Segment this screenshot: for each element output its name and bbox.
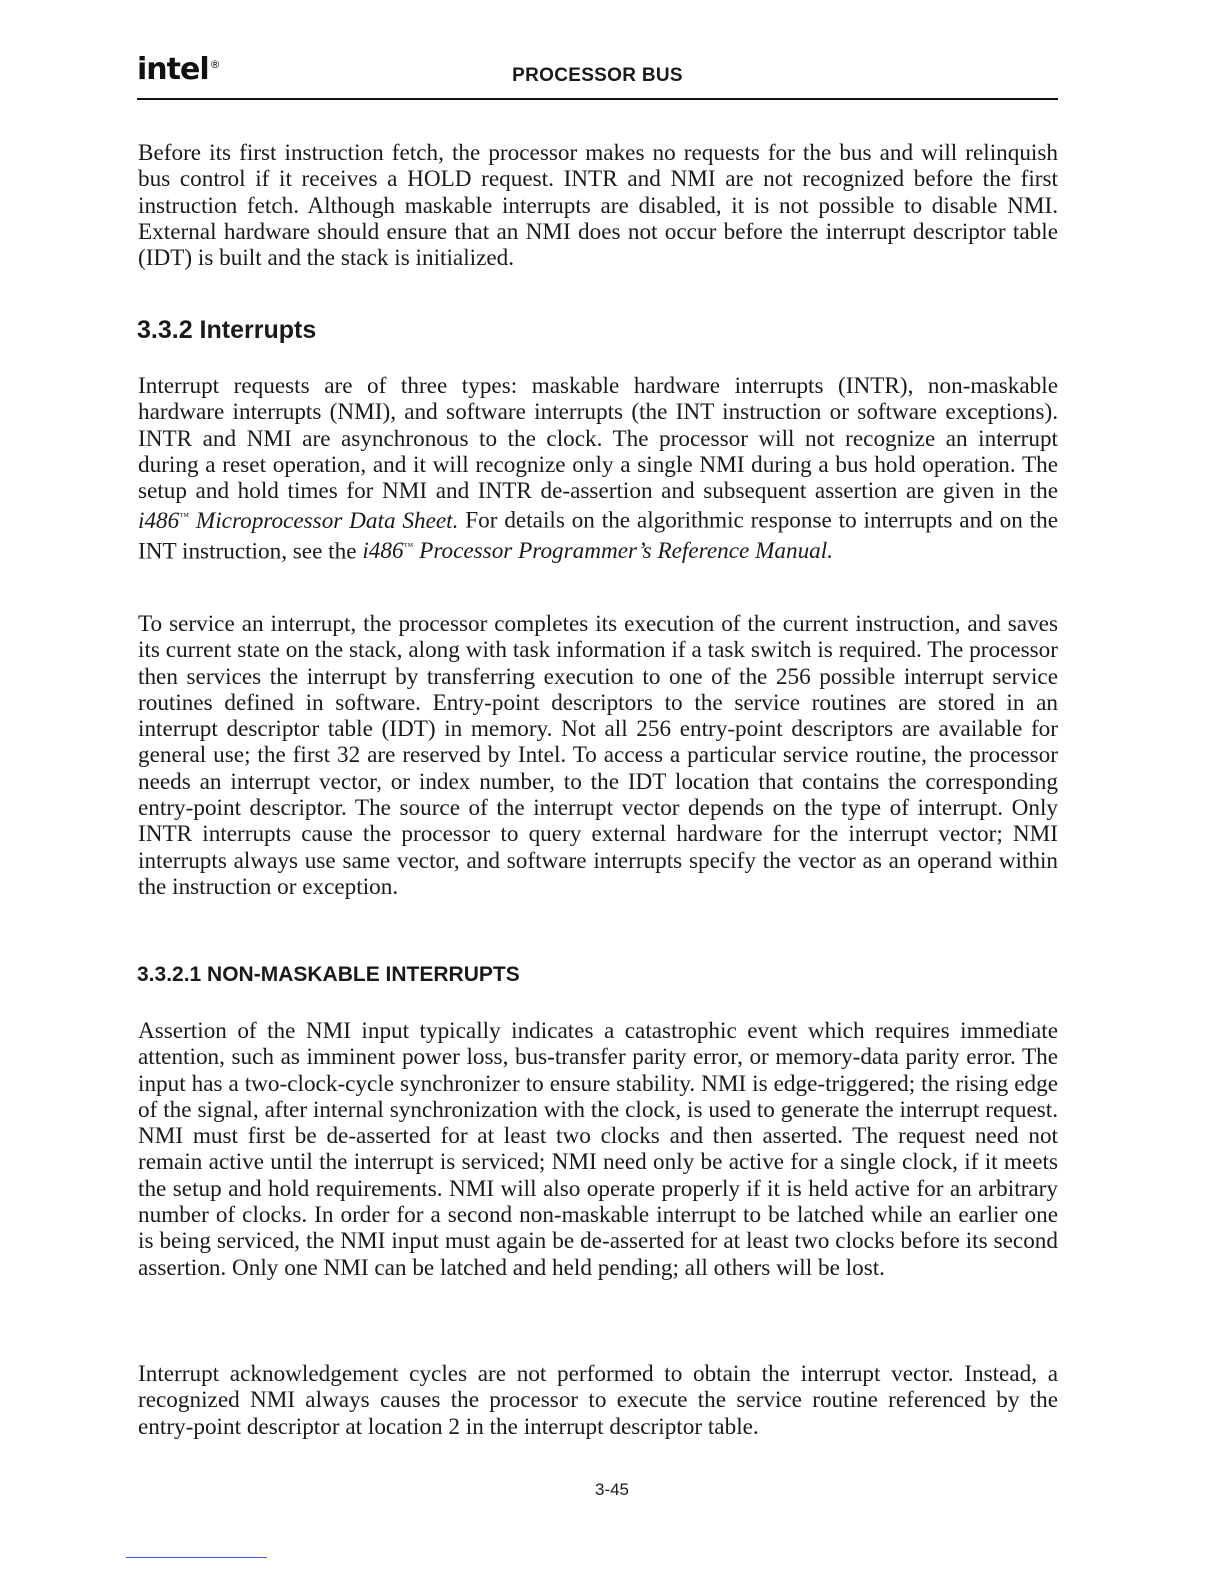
intel-logo: intel® bbox=[137, 52, 220, 87]
programmers-reference: i486™ Processor Programmer’s Reference Manual. bbox=[362, 538, 834, 565]
registered-mark: ® bbox=[209, 58, 220, 71]
intro-paragraph: Before its first instruction fetch, the processor makes no requests for the bus and will relinquish bus control if it receives a HOLD request. INTR and NMI are not recognized before the first instruction fetch. Although maskable interrupts are disabled, it is not possible to disable NMI. External hardware should ensure that an NMI does not occur before the interrupt descriptor table (IDT) is built and the stack is initialized. bbox=[138, 140, 1058, 272]
subsection-heading: 3.3.2.1 NON-MASKABLE INTERRUPTS bbox=[137, 963, 520, 986]
interrupts-paragraph-1: Interrupt requests are of three types: maskable hardware interrupts (INTR), non-maskable hardware interrupts (NMI), and software interrupts (the INT instruction or software exceptions). INTR and NMI are asynchronous to the clock. The processor will not recognize an interrupt during a reset operation, and it will recognize only a single NMI during a bus hold operation. The setup and hold times for NMI and INTR de-assertion and subsequent assertion are given in the i486™ Microprocessor Data Sheet. For details on the algorithmic response to interrupts and on the INT instruction, see the i486™ Processor Programmer’s Reference Manual. bbox=[138, 373, 1058, 565]
nmi-paragraph-2: Interrupt acknowledgement cycles are not performed to obtain the interrupt vector. Instead, a recognized NMI always causes the processor to execute the service routine referenced by the entry-point descriptor at location 2 in the interrupt descriptor table. bbox=[138, 1361, 1058, 1440]
section-heading: 3.3.2 Interrupts bbox=[137, 316, 317, 344]
header-rule bbox=[137, 98, 1058, 100]
interrupts-paragraph-2: To service an interrupt, the processor completes its execution of the current instruction, and saves its current state on the stack, along with task information if a task switch is required. The processor then services the interrupt by transferring execution to one of the 256 possible interrupt service routines defined in software. Entry-point descriptors to the service routines are stored in an interrupt descriptor table (IDT) in memory. Not all 256 entry-point descriptors are available for general use; the first 32 are reserved by Intel. To access a particular service routine, the processor needs an interrupt vector, or index number, to the IDT location that contains the corresponding entry-point descriptor. The source of the interrupt vector depends on the type of interrupt. Only INTR interrupts cause the processor to query external hardware for the interrupt vector; NMI interrupts always use same vector, and software interrupts specify the vector as an operand within the instruction or exception. bbox=[138, 611, 1058, 900]
page-number: 3-45 bbox=[594, 1480, 630, 1499]
nmi-paragraph-1: Assertion of the NMI input typically indicates a catastrophic event which requires immediate attention, such as imminent power loss, bus-transfer parity error, or memory-data parity error. The input has a two-clock-cycle synchronizer to ensure stability. NMI is edge-triggered; the rising edge of the signal, after internal synchronization with the clock, is used to generate the interrupt request. NMI must first be de-asserted for at least two clocks and then asserted. The request need not remain active until the interrupt is serviced; NMI need only be active for a single clock, if it meets the setup and hold requirements. NMI will also operate properly if it is held active for an arbitrary number of clocks. In order for a second non-maskable interrupt to be latched while an earlier one is being serviced, the NMI input must again be de-asserted for at least two clocks before its second assertion. Only one NMI can be latched and held pending; all others will be lost. bbox=[138, 1018, 1058, 1281]
data-sheet-reference: i486™ Microprocessor Data Sheet. bbox=[138, 508, 459, 535]
running-head: PROCESSOR BUS bbox=[512, 65, 683, 86]
footer-rule bbox=[126, 1557, 267, 1558]
page-header bbox=[137, 50, 1058, 98]
